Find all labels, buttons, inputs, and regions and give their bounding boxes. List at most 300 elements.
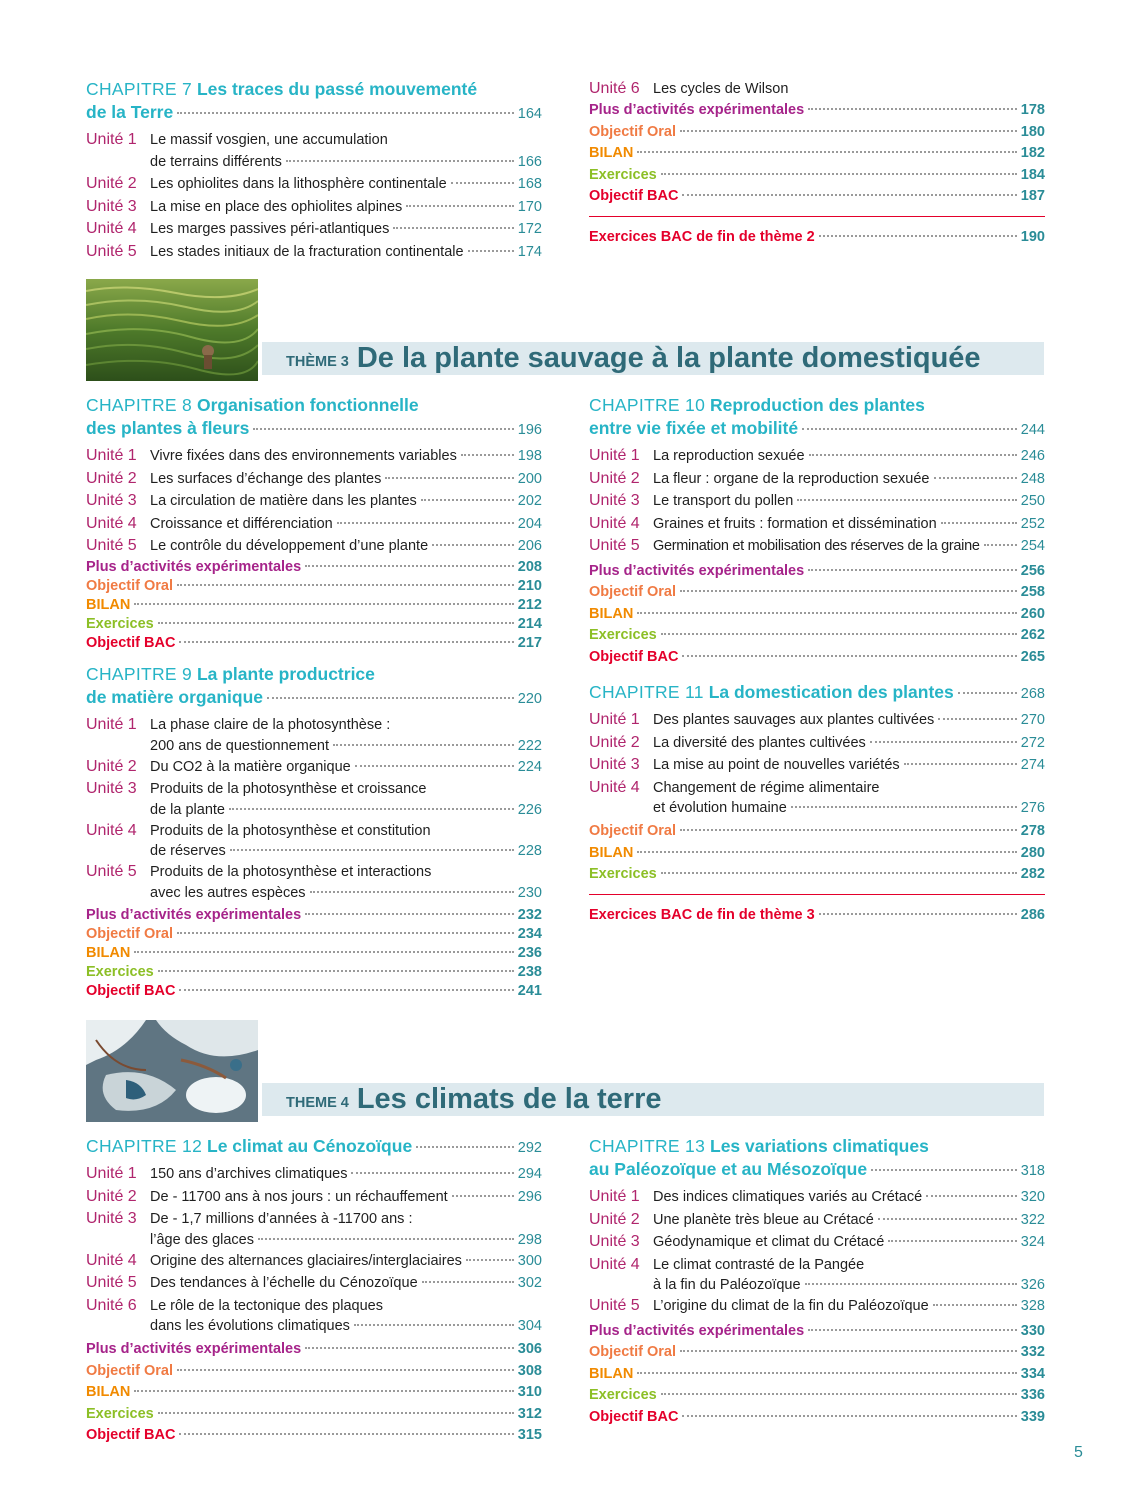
toc-text: Unité 5: [86, 242, 137, 260]
toc-unit[interactable]: [86, 173, 542, 196]
toc-text: Le climat au Cénozoïque: [207, 1136, 413, 1156]
chapter-title-line1[interactable]: [86, 394, 542, 417]
toc-text: au Paléozoïque et au Mésozoïque: [589, 1159, 868, 1179]
toc-text: Le massif vosgien, une accumulation: [150, 132, 388, 148]
toc-text: BILAN: [589, 605, 634, 622]
toc-unit[interactable]: [589, 1186, 1045, 1209]
toc-unit[interactable]: [86, 1272, 542, 1295]
toc-extra-activities[interactable]: [589, 1321, 1045, 1343]
page-number: 276: [1020, 800, 1045, 816]
chapter-title-line1[interactable]: [86, 78, 542, 101]
page-number: 166: [517, 153, 542, 170]
chapter-title-line2[interactable]: [86, 101, 542, 126]
toc-text: Unité 4: [86, 821, 137, 839]
toc-text: Unité 5: [86, 1274, 137, 1291]
toc-bilan[interactable]: [589, 143, 1045, 165]
toc-text: de la Terre: [86, 102, 174, 122]
toc-text: Exercices BAC de fin de thème 3: [589, 906, 815, 923]
page-number: 265: [1020, 648, 1045, 665]
glacier-satellite-photo: [86, 1020, 258, 1122]
toc-extra-activities[interactable]: [589, 561, 1045, 583]
page-number: 274: [1020, 757, 1045, 773]
page-number: 224: [517, 758, 542, 775]
theme-4-header[interactable]: [262, 1083, 1044, 1116]
chapter-title-line2[interactable]: [589, 417, 1045, 442]
rice-terraces-photo: [86, 279, 258, 381]
toc-text: Unité 3: [589, 492, 640, 509]
toc-unit[interactable]: [589, 468, 1045, 491]
toc-text: Objectif Oral: [86, 925, 174, 942]
toc-text: Les cycles de Wilson: [653, 81, 789, 97]
chapter-9: [86, 663, 542, 1001]
chapter-title[interactable]: [589, 681, 1045, 706]
page-number: 217: [517, 634, 542, 651]
toc-text: Unité 4: [86, 1251, 137, 1269]
toc-unit[interactable]: [86, 196, 542, 219]
toc-objectif-bac[interactable]: [86, 1425, 542, 1447]
toc-text: Unité 1: [589, 1188, 640, 1205]
toc-unit[interactable]: [86, 513, 542, 536]
toc-text: Unité 3: [589, 756, 640, 773]
toc-text: Objectif Oral: [86, 1362, 174, 1379]
page-number: 294: [517, 1166, 542, 1182]
theme-3-header[interactable]: [262, 342, 1044, 375]
toc-unit[interactable]: [86, 1250, 542, 1273]
toc-unit[interactable]: [589, 535, 1045, 558]
page-number: 174: [517, 243, 542, 260]
toc-text: Unité 4: [589, 1255, 640, 1273]
toc-text: Unité 2: [86, 175, 137, 192]
toc-unit[interactable]: [86, 1208, 542, 1250]
divider: [589, 894, 1045, 895]
toc-text: Organisation fonctionnelle: [196, 395, 419, 415]
toc-text: Unité 1: [86, 1165, 137, 1182]
page-number: 230: [517, 884, 542, 901]
theme-title: Les climats de la terre: [356, 1083, 662, 1115]
toc-text: à la fin du Paléozoïque: [653, 1277, 801, 1293]
toc-text: Les marges passives péri-atlantiques: [150, 221, 390, 237]
toc-objectif-bac[interactable]: [86, 982, 542, 1001]
toc-text: Unité 5: [589, 1297, 640, 1314]
page-number: 258: [1020, 584, 1045, 600]
toc-theme-end-exercices[interactable]: [589, 227, 1045, 249]
page-number: 330: [1020, 1322, 1045, 1339]
page-number: 228: [517, 843, 542, 859]
page-number: 196: [517, 422, 542, 438]
page-number: 268: [1020, 686, 1045, 702]
toc-extra-activities[interactable]: [86, 558, 542, 577]
page-number: 318: [1020, 1163, 1045, 1179]
chapter-8: [86, 394, 542, 653]
theme-label: THEME 4: [286, 1095, 349, 1111]
toc-text: Reproduction des plantes: [710, 395, 925, 415]
toc-unit[interactable]: [589, 1231, 1045, 1254]
toc-text: Exercices BAC de fin de thème 2: [589, 228, 815, 245]
chapter-7: [86, 78, 542, 263]
toc-objectif-bac[interactable]: [86, 634, 542, 653]
toc-objectif-oral[interactable]: [86, 1361, 542, 1383]
toc-objectif-bac[interactable]: [589, 186, 1045, 208]
toc-extra-activities[interactable]: [86, 1339, 542, 1361]
toc-objectif-oral[interactable]: [589, 821, 1045, 843]
page-number: 322: [1020, 1211, 1045, 1228]
theme-title: De la plante sauvage à la plante domestiquée: [356, 342, 981, 374]
toc-text: La diversité des plantes cultivées: [653, 734, 866, 751]
page-number: 222: [517, 737, 542, 754]
toc-bilan[interactable]: [86, 596, 542, 615]
toc-text: L’origine du climat de la fin du Paléozoïque: [653, 1298, 929, 1314]
toc-text: Plus d’activités expérimentales: [86, 558, 302, 575]
toc-text: Une planète très bleue au Crétacé: [653, 1211, 874, 1228]
toc-text: CHAPITRE 12: [86, 1136, 203, 1156]
toc-text: Objectif Oral: [589, 584, 677, 600]
toc-unit[interactable]: [86, 490, 542, 513]
toc-text: Changement de régime alimentaire: [653, 779, 880, 796]
toc-text: Objectif Oral: [589, 823, 677, 839]
toc-text: Vivre fixées dans des environnements variables: [150, 448, 457, 464]
toc-text: BILAN: [86, 944, 131, 961]
page-number: 324: [1020, 1234, 1045, 1250]
page-number: 298: [517, 1231, 542, 1248]
toc-text: Des indices climatiques variés au Crétacé: [653, 1189, 923, 1205]
toc-text: CHAPITRE 10: [589, 395, 706, 415]
toc-objectif-oral[interactable]: [589, 582, 1045, 604]
toc-unit[interactable]: [589, 732, 1045, 755]
toc-text: Plus d’activités expérimentales: [589, 102, 805, 118]
toc-text: Unité 2: [589, 733, 640, 751]
page-number: 332: [1020, 1344, 1045, 1360]
page-number: 238: [517, 963, 542, 980]
toc-text: et évolution humaine: [653, 800, 787, 816]
toc-text: Les traces du passé mouvementé: [196, 79, 478, 99]
toc-text: BILAN: [589, 145, 634, 161]
toc-objectif-oral[interactable]: [86, 577, 542, 596]
page-number: 308: [517, 1362, 542, 1379]
page-number: 244: [1020, 422, 1045, 438]
toc-text: BILAN: [86, 1384, 131, 1400]
toc-text: Plus d’activités expérimentales: [589, 1322, 805, 1339]
toc-unit[interactable]: [589, 78, 1045, 100]
theme-label: THÈME 3: [286, 354, 349, 370]
toc-bilan[interactable]: [86, 1382, 542, 1404]
toc-unit[interactable]: [86, 468, 542, 491]
toc-text: Unité 1: [86, 131, 137, 148]
page-number: 262: [1020, 627, 1045, 643]
toc-text: de réserves: [150, 843, 226, 859]
toc-unit[interactable]: [589, 777, 1045, 819]
toc-text: Unité 3: [86, 197, 137, 215]
toc-text: La fleur : organe de la reproduction sexuée: [653, 470, 930, 487]
chapter-12: [86, 1135, 542, 1447]
toc-text: CHAPITRE 13: [589, 1136, 706, 1156]
toc-objectif-bac[interactable]: [589, 647, 1045, 669]
toc-text: Unité 4: [86, 514, 137, 532]
toc-text: De - 11700 ans à nos jours : un réchauffement: [150, 1188, 448, 1205]
toc-text: Objectif BAC: [589, 648, 679, 665]
toc-unit[interactable]: [589, 709, 1045, 732]
toc-bilan[interactable]: [589, 843, 1045, 865]
toc-text: de la plante: [150, 801, 225, 818]
toc-text: Plus d’activités expérimentales: [589, 562, 805, 579]
page-number: 304: [517, 1318, 542, 1334]
chapter-title-line2[interactable]: [589, 1158, 1045, 1183]
toc-text: Les stades initiaux de la fracturation continentale: [150, 243, 464, 260]
page-number: 328: [1020, 1298, 1045, 1314]
toc-text: La reproduction sexuée: [653, 448, 805, 464]
toc-unit[interactable]: [589, 513, 1045, 536]
toc-text: Objectif Oral: [86, 577, 174, 594]
toc-text: Unité 2: [589, 469, 640, 487]
toc-text: Produits de la photosynthèse et constitution: [150, 822, 431, 839]
toc-objectif-bac[interactable]: [589, 1407, 1045, 1429]
page-number: 210: [517, 577, 542, 594]
page-number: 208: [517, 558, 542, 575]
page-number: 272: [1020, 734, 1045, 751]
toc-bilan[interactable]: [86, 944, 542, 963]
toc-text: Exercices: [86, 1405, 154, 1422]
toc-text: Unité 3: [589, 1233, 640, 1250]
toc-text: 200 ans de questionnement: [150, 737, 329, 754]
toc-text: CHAPITRE 11: [589, 682, 704, 702]
toc-objectif-oral[interactable]: [86, 925, 542, 944]
chapter-title-line2[interactable]: [86, 417, 542, 442]
page-number: 164: [517, 106, 542, 122]
toc-text: Unité 2: [86, 469, 137, 487]
toc-text: Le climat contrasté de la Pangée: [653, 1256, 865, 1273]
page-number: 172: [517, 221, 542, 237]
toc-text: dans les évolutions climatiques: [150, 1318, 350, 1334]
toc-unit[interactable]: [589, 1295, 1045, 1318]
toc-text: Unité 5: [86, 863, 137, 880]
toc-text: Exercices: [589, 866, 657, 882]
toc-text: Exercices: [86, 963, 154, 980]
toc-bilan[interactable]: [589, 1364, 1045, 1386]
page-number: 202: [517, 493, 542, 509]
toc-text: Unité 5: [589, 537, 640, 554]
page-number: 241: [517, 982, 542, 999]
toc-text: Exercices: [589, 1387, 657, 1403]
toc-text: CHAPITRE 7: [86, 79, 193, 99]
toc-text: Objectif BAC: [589, 188, 679, 204]
toc-text: Unité 2: [589, 1210, 640, 1228]
toc-text: Le transport du pollen: [653, 493, 794, 509]
divider: [589, 216, 1045, 217]
toc-text: Unité 5: [86, 537, 137, 554]
page-number: 310: [517, 1384, 542, 1400]
chapter-title[interactable]: [86, 1135, 542, 1160]
toc-text: La circulation de matière dans les plantes: [150, 493, 417, 509]
page-number: 204: [517, 515, 542, 532]
page-number: 336: [1020, 1387, 1045, 1403]
toc-text: BILAN: [589, 844, 634, 861]
chapter-title-line2[interactable]: [86, 686, 542, 711]
toc-unit[interactable]: [589, 754, 1045, 777]
toc-text: Objectif Oral: [589, 123, 677, 140]
toc-text: CHAPITRE 9: [86, 664, 193, 684]
page-number: 326: [1020, 1277, 1045, 1293]
toc-text: De - 1,7 millions d’années à -11700 ans :: [150, 1211, 413, 1227]
page-number: 180: [1020, 123, 1045, 140]
toc-unit[interactable]: [86, 218, 542, 241]
toc-unit[interactable]: [589, 445, 1045, 468]
toc-text: Exercices: [86, 615, 154, 632]
toc-unit[interactable]: [86, 714, 542, 756]
toc-text: Germination et mobilisation des réserves de la graine: [653, 538, 980, 554]
toc-text: Unité 1: [86, 447, 137, 464]
page-number: 184: [1020, 166, 1045, 183]
toc-theme-end-exercices[interactable]: [589, 905, 1045, 927]
toc-text: Unité 4: [589, 514, 640, 532]
toc-text: Unité 6: [589, 80, 640, 97]
toc-text: Unité 1: [589, 711, 640, 728]
chapter-13: [589, 1135, 1045, 1428]
toc-unit[interactable]: [86, 129, 542, 173]
page-number: 226: [517, 801, 542, 818]
toc-exercices[interactable]: [86, 615, 542, 634]
toc-text: Unité 2: [86, 757, 137, 775]
toc-text: Géodynamique et climat du Crétacé: [653, 1234, 885, 1250]
toc-text: Unité 3: [86, 780, 137, 797]
toc-unit[interactable]: [86, 1295, 542, 1337]
chapter-title-line1[interactable]: [589, 394, 1045, 417]
toc-text: Unité 1: [86, 716, 137, 733]
toc-unit[interactable]: [86, 445, 542, 468]
page-number: 302: [517, 1275, 542, 1291]
toc-extra-activities[interactable]: [589, 100, 1045, 122]
page-number: 270: [1020, 712, 1045, 728]
chapter-title-line1[interactable]: [589, 1135, 1045, 1158]
toc-unit[interactable]: [589, 1254, 1045, 1296]
page-number: 232: [517, 906, 542, 923]
page-number: 252: [1020, 515, 1045, 532]
toc-text: 150 ans d’archives climatiques: [150, 1166, 348, 1182]
toc-text: CHAPITRE 8: [86, 395, 193, 415]
toc-unit[interactable]: [86, 861, 542, 903]
toc-text: Objectif BAC: [86, 1427, 176, 1443]
chapter-11: [589, 681, 1045, 926]
page-number: 182: [1020, 145, 1045, 161]
page-number: 212: [517, 596, 542, 613]
page-number: 282: [1020, 866, 1045, 882]
page-number: 280: [1020, 844, 1045, 861]
page-number: 246: [1020, 448, 1045, 464]
toc-unit[interactable]: [86, 241, 542, 264]
toc-text: entre vie fixée et mobilité: [589, 418, 799, 438]
toc-text: Exercices: [589, 166, 657, 183]
page-number: 300: [517, 1252, 542, 1269]
chapter-title-line1[interactable]: [86, 663, 542, 686]
page-number: 306: [517, 1341, 542, 1357]
toc-text: Les surfaces d’échange des plantes: [150, 470, 382, 487]
page-number: 292: [517, 1140, 542, 1156]
toc-text: BILAN: [589, 1365, 634, 1382]
toc-extra-activities[interactable]: [86, 906, 542, 925]
toc-text: Unité 3: [86, 492, 137, 509]
toc-exercices[interactable]: [589, 864, 1045, 886]
page-number: 200: [517, 470, 542, 487]
toc-exercices[interactable]: [86, 963, 542, 982]
toc-bilan[interactable]: [589, 604, 1045, 626]
page-number: 315: [517, 1427, 542, 1443]
page-number: 296: [517, 1188, 542, 1205]
toc-objectif-oral[interactable]: [589, 122, 1045, 144]
toc-text: Unité 4: [589, 778, 640, 796]
toc-text: Plus d’activités expérimentales: [86, 906, 302, 923]
toc-text: Des plantes sauvages aux plantes cultivées: [653, 712, 935, 728]
toc-text: de terrains différents: [150, 153, 282, 170]
toc-text: Graines et fruits : formation et dissémination: [653, 515, 937, 532]
toc-exercices[interactable]: [589, 625, 1045, 647]
chapter-10: [589, 394, 1045, 668]
page-number: 220: [517, 691, 542, 707]
toc-text: des plantes à fleurs: [86, 418, 250, 438]
toc-text: Objectif Oral: [589, 1344, 677, 1360]
toc-text: Unité 6: [86, 1296, 137, 1314]
page-number: 5: [1074, 1444, 1083, 1461]
toc-text: de matière organique: [86, 687, 263, 707]
toc-unit[interactable]: [86, 778, 542, 820]
page-number: 286: [1020, 906, 1045, 923]
page-number: 214: [517, 615, 542, 632]
toc-text: Plus d’activités expérimentales: [86, 1341, 302, 1357]
toc-text: La mise en place des ophiolites alpines: [150, 198, 403, 215]
toc-text: Du CO2 à la matière organique: [150, 758, 351, 775]
page-number: 178: [1020, 102, 1045, 118]
toc-text: Unité 4: [86, 220, 137, 237]
page-number: 320: [1020, 1189, 1045, 1205]
page-number: 256: [1020, 562, 1045, 579]
page-number: 168: [517, 176, 542, 192]
toc-unit[interactable]: [86, 756, 542, 779]
toc-text: Objectif BAC: [86, 634, 176, 651]
toc-exercices[interactable]: [589, 1385, 1045, 1407]
page-number: 334: [1020, 1365, 1045, 1382]
page-number: 254: [1020, 538, 1045, 554]
toc-unit[interactable]: [589, 490, 1045, 513]
page-number: 250: [1020, 493, 1045, 509]
toc-exercices[interactable]: [86, 1404, 542, 1426]
toc-unit[interactable]: [86, 1186, 542, 1209]
page-number: 234: [517, 925, 542, 942]
toc-exercices[interactable]: [589, 165, 1045, 187]
toc-text: BILAN: [86, 596, 131, 613]
toc-text: La mise au point de nouvelles variétés: [653, 757, 900, 773]
page-number: 190: [1020, 228, 1045, 245]
toc-text: Le rôle de la tectonique des plaques: [150, 1297, 383, 1314]
page-number: 248: [1020, 470, 1045, 487]
toc-unit[interactable]: [86, 820, 542, 862]
page-number: 170: [517, 198, 542, 215]
toc-objectif-oral[interactable]: [589, 1342, 1045, 1364]
toc-text: Unité 2: [86, 1187, 137, 1205]
toc-unit[interactable]: [86, 1163, 542, 1186]
toc-text: Produits de la photosynthèse et croissance: [150, 781, 427, 797]
toc-text: Unité 3: [86, 1210, 137, 1227]
toc-unit[interactable]: [86, 535, 542, 558]
page-number: 278: [1020, 823, 1045, 839]
toc-text: avec les autres espèces: [150, 884, 306, 901]
toc-text: Les ophiolites dans la lithosphère continentale: [150, 176, 447, 192]
page-number: 198: [517, 448, 542, 464]
toc-text: La phase claire de la photosynthèse :: [150, 717, 391, 733]
toc-text: Origine des alternances glaciaires/interglaciaires: [150, 1252, 462, 1269]
toc-unit[interactable]: [589, 1209, 1045, 1232]
toc-text: l’âge des glaces: [150, 1231, 254, 1248]
page-number: 260: [1020, 605, 1045, 622]
page-number: 187: [1020, 188, 1045, 204]
toc-text: Exercices: [589, 627, 657, 643]
toc-text: La domestication des plantes: [708, 682, 954, 702]
